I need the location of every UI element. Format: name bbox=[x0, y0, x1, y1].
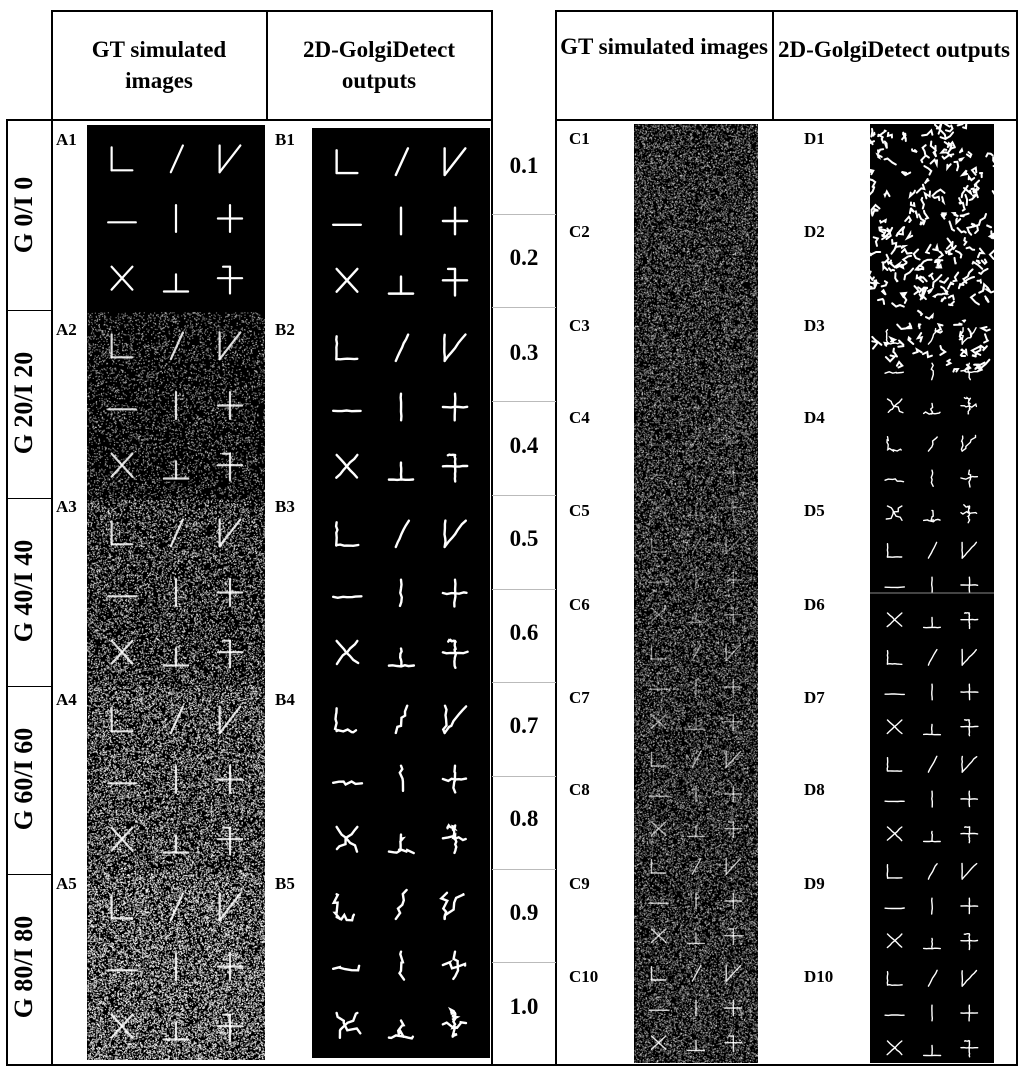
row-label-2: G 20/I 20 bbox=[9, 313, 39, 493]
scale-sep bbox=[492, 401, 556, 402]
panel-label-a3: A3 bbox=[56, 497, 77, 517]
panel-label-c10: C10 bbox=[569, 967, 598, 987]
frame-top-left bbox=[52, 10, 492, 12]
frame-header-sep-right bbox=[556, 119, 1017, 121]
panel-label-d4: D4 bbox=[804, 408, 825, 428]
scale-value: 0.2 bbox=[494, 245, 554, 271]
panel-label-d5: D5 bbox=[804, 501, 825, 521]
gt-simulated-column-c bbox=[634, 124, 758, 1063]
frame-col-sep-1 bbox=[266, 10, 268, 120]
panel-label-c9: C9 bbox=[569, 874, 590, 894]
frame-bottom bbox=[6, 1064, 1017, 1066]
scale-value: 0.1 bbox=[494, 153, 554, 179]
scale-value: 0.5 bbox=[494, 526, 554, 552]
panel-label-c1: C1 bbox=[569, 129, 590, 149]
panel-label-b5: B5 bbox=[275, 874, 295, 894]
detect-output-column-b bbox=[312, 128, 490, 1058]
frame-col-sep-2 bbox=[491, 10, 493, 1066]
row-label-3: G 40/I 40 bbox=[9, 501, 39, 681]
row-sep-3 bbox=[6, 686, 52, 687]
frame-col-sep-4 bbox=[772, 10, 774, 120]
row-label-1: G 0/I 0 bbox=[9, 125, 39, 305]
panel-label-c2: C2 bbox=[569, 222, 590, 242]
row-sep-2 bbox=[6, 498, 52, 499]
detect-output-column-d bbox=[870, 124, 994, 1063]
panel-label-d2: D2 bbox=[804, 222, 825, 242]
scale-value: 0.6 bbox=[494, 620, 554, 646]
scale-value: 1.0 bbox=[494, 994, 554, 1020]
header-gt-left: GT simulated images bbox=[56, 34, 262, 96]
panel-label-a5: A5 bbox=[56, 874, 77, 894]
scale-value: 0.3 bbox=[494, 340, 554, 366]
panel-label-c8: C8 bbox=[569, 780, 590, 800]
row-label-4: G 60/I 60 bbox=[9, 689, 39, 869]
row-sep-1 bbox=[6, 310, 52, 311]
frame-top-right bbox=[556, 10, 1017, 12]
header-gt-right: GT simulated images bbox=[560, 31, 768, 62]
panel-label-a2: A2 bbox=[56, 320, 77, 340]
row-sep-4 bbox=[6, 874, 52, 875]
panel-label-d1: D1 bbox=[804, 129, 825, 149]
scale-sep bbox=[492, 495, 556, 496]
scale-sep bbox=[492, 589, 556, 590]
scale-sep bbox=[492, 682, 556, 683]
panel-label-b3: B3 bbox=[275, 497, 295, 517]
frame-right-outer bbox=[1016, 10, 1018, 1066]
frame-col-sep-3 bbox=[555, 10, 557, 1066]
frame-left-inner bbox=[51, 10, 53, 1066]
scale-value: 0.7 bbox=[494, 713, 554, 739]
panel-label-c3: C3 bbox=[569, 316, 590, 336]
panel-label-c7: C7 bbox=[569, 688, 590, 708]
scale-value: 0.9 bbox=[494, 900, 554, 926]
panel-label-d10: D10 bbox=[804, 967, 833, 987]
panel-label-d6: D6 bbox=[804, 595, 825, 615]
panel-label-d9: D9 bbox=[804, 874, 825, 894]
scale-sep bbox=[492, 869, 556, 870]
panel-label-b2: B2 bbox=[275, 320, 295, 340]
panel-label-d3: D3 bbox=[804, 316, 825, 336]
header-detect-left: 2D-GolgiDetect outputs bbox=[270, 34, 488, 96]
row-label-5: G 80/I 80 bbox=[9, 877, 39, 1057]
scale-sep bbox=[492, 776, 556, 777]
frame-header-sep-left bbox=[6, 119, 492, 121]
panel-label-c5: C5 bbox=[569, 501, 590, 521]
panel-label-d7: D7 bbox=[804, 688, 825, 708]
panel-label-b4: B4 bbox=[275, 690, 295, 710]
scale-value: 0.4 bbox=[494, 433, 554, 459]
panel-label-a1: A1 bbox=[56, 130, 77, 150]
scale-sep bbox=[492, 307, 556, 308]
panel-label-d8: D8 bbox=[804, 780, 825, 800]
frame-left-outer bbox=[6, 120, 8, 1066]
gt-simulated-column-a bbox=[87, 125, 265, 1060]
scale-sep bbox=[492, 214, 556, 215]
scale-sep bbox=[492, 962, 556, 963]
panel-label-c6: C6 bbox=[569, 595, 590, 615]
panel-label-c4: C4 bbox=[569, 408, 590, 428]
panel-label-b1: B1 bbox=[275, 130, 295, 150]
panel-label-a4: A4 bbox=[56, 690, 77, 710]
scale-value: 0.8 bbox=[494, 806, 554, 832]
header-detect-right: 2D-GolgiDetect outputs bbox=[776, 34, 1012, 65]
